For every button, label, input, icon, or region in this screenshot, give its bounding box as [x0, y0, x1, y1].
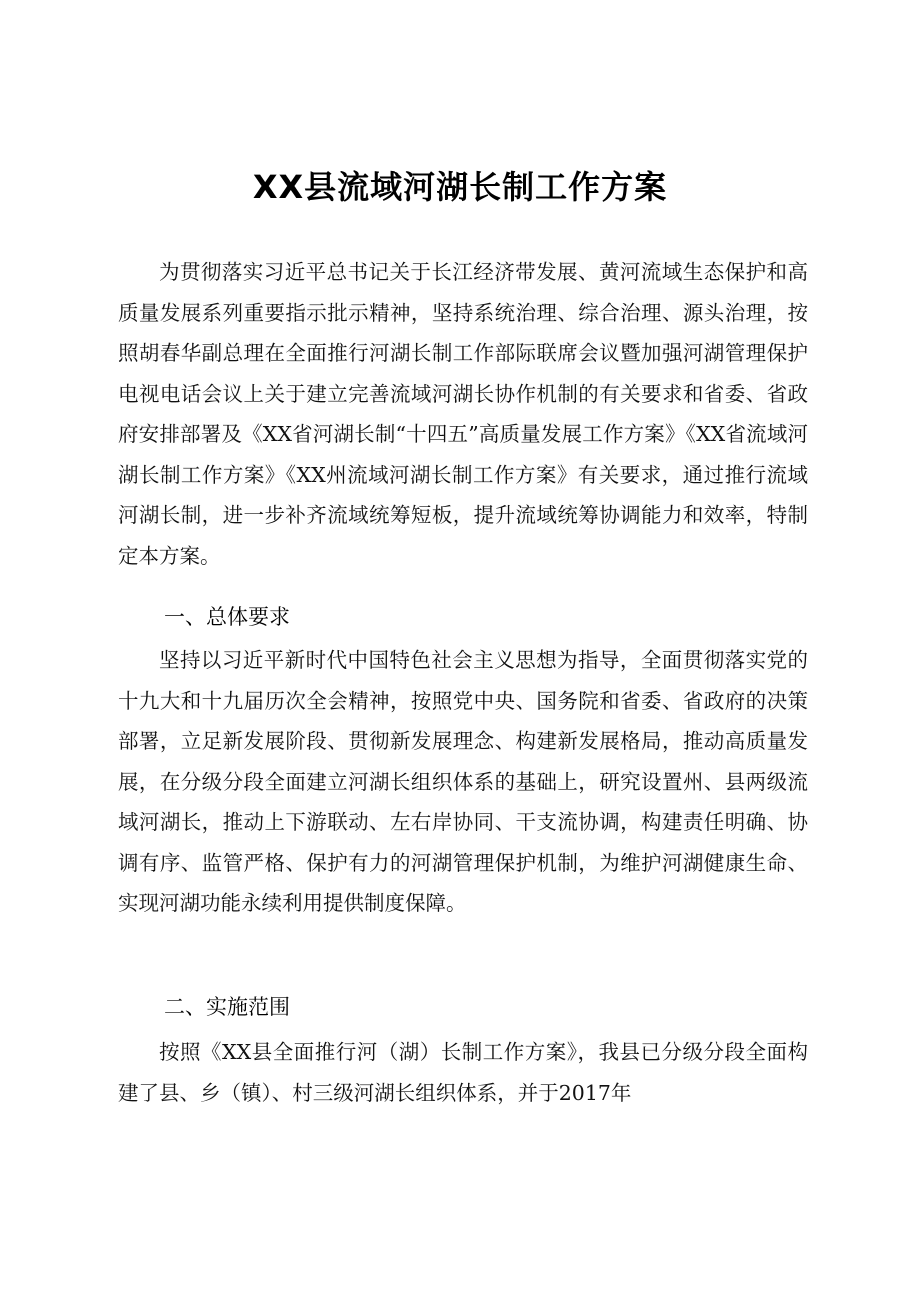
section-paragraph-scope: 按照《XX县全面推行河（湖）长制工作方案》，我县已分级分段全面构建了县、乡（镇）、村三级河湖长组织体系，并于2017年	[118, 1040, 808, 1105]
section-heading-general-requirements: 一、总体要求	[164, 605, 290, 629]
section-heading-scope: 二、实施范围	[164, 995, 290, 1019]
section-paragraph-general-requirements: 坚持以习近平新时代中国特色社会主义思想为指导，全面贯彻落实党的十九大和十九届历次全会精神，按照党中央、国务院和省委、省政府的决策部署，立足新发展阶段、贯彻新发展理念、构建新发展格局，推动高质量发展，在分级分段全面建立河湖长组织体系的基础上，研究设置州、县两级流域河湖长，推动上下游联动、左右岸协同、干支流协调，构建责任明确、协调有序、监管严格、保护有力的河湖管理保护机制，为维护河湖健康生命、实现河湖功能永续利用提供制度保障。	[118, 648, 808, 915]
document-title: XX县流域河湖长制工作方案	[252, 168, 668, 206]
intro-paragraph: 为贯彻落实习近平总书记关于长江经济带发展、黄河流域生态保护和高质量发展系列重要指示批示精神，坚持系统治理、综合治理、源头治理，按照胡春华副总理在全面推行河湖长制工作部际联席会议暨加强河湖管理保护电视电话会议上关于建立完善流域河湖长协作机制的有关要求和省委、省政府安排部署及《XX省河湖长制“十四五”高质量发展工作方案》《XX省流域河湖长制工作方案》《XX州流域河湖长制工作方案》有关要求，通过推行流域河湖长制，进一步补齐流域统筹短板，提升流域统筹协调能力和效率，特制定本方案。	[118, 260, 808, 568]
